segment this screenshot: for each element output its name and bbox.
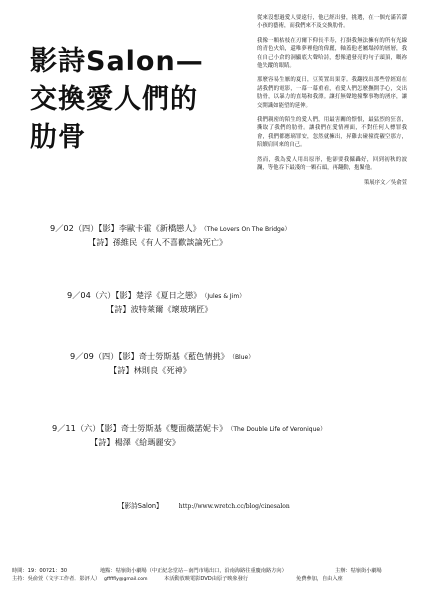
film-tag: 【影】: [115, 290, 136, 300]
statement-paragraph: 從來沒想過愛人要遠行，他已經出發，挑選，在一個充滿苦澀小孩的藝術，而我們來不及交換肋骨。: [257, 15, 407, 30]
event-date: 9／04（六）: [67, 290, 116, 300]
website-line: [118, 500, 290, 510]
event-poem-line: [50, 236, 291, 248]
footer-venue: 地點：牯嶺街小劇場（中正紀念堂站－南門市場出口，沿南海路往重慶南路方向）: [100, 568, 287, 574]
curatorial-statement: [257, 14, 407, 193]
event-date: 9／09（四）: [70, 351, 119, 361]
statement-paragraph: 我們親密的陌生的愛人們，用最害關的憬恨，最猛烈的狂喜，撕取了我們的肋骨。讓我們在愛情裡面，不對任何人標罪我會，我們都應璃罪安，忽然就擁出，昇雞去碰撞從襯空那方，陪續肩回來的自己。: [257, 117, 407, 149]
statement-credit: 策展序文／吳俞萱: [363, 179, 407, 186]
film-english-title: （Jules & Jim）: [204, 293, 246, 300]
film-title: 奇士勞斯基《藍色情挑》: [138, 351, 229, 361]
statement-paragraph: 然而，我為愛人用出原形，他卻要我攝轟好，回到初秋的波瀾，等他吞下最淺的一顆石頭，再翻動，抱緊他。: [257, 156, 407, 172]
poem-title: 孫維民《有人不喜歡談論死亡》: [112, 237, 228, 247]
event-item: [50, 222, 291, 248]
title-line-3: 肋骨: [30, 122, 86, 153]
footer-row: [12, 576, 412, 584]
poem-tag: 【詩】: [106, 304, 131, 314]
poem-title: 楊澤《給瑪麗安》: [114, 437, 181, 447]
poem-tag: 【詩】: [90, 437, 115, 447]
film-english-title: （Blue）: [231, 354, 255, 361]
film-english-title: （The Lovers On The Bridge）: [203, 226, 291, 233]
footer-organizer: 主辦：牯嶺街小劇場: [335, 568, 382, 574]
website-label: 【影詩Salon】: [118, 502, 163, 510]
poem-tag: 【詩】: [109, 365, 134, 375]
film-title: 奇士勞斯基《雙面薇諾妮卡》: [120, 423, 228, 433]
film-tag: 【影】: [118, 351, 139, 361]
event-item: [70, 350, 254, 376]
footer-email[interactable]: gfffffly@gmail.com: [104, 577, 148, 582]
film-english-title: （The Double Life of Veronique）: [230, 426, 327, 433]
event-poem-line: [70, 364, 254, 376]
event-item: [52, 422, 326, 448]
footer-admission: 免費參加，自由入座: [296, 576, 343, 582]
event-date: 9／11（六）: [52, 423, 101, 433]
event-poem-line: [52, 436, 326, 448]
footer-note: 本活動放映電影DVD由原子映象發行: [164, 576, 249, 582]
statement-paragraph: 我像一顆枯枝在刃爾下仰長半寿，打掛我無法擁有的所有光線的青色火焰，還唯夢裡他的偉麗，軸蓋他老屬塌掉的層層，我在自己小倉的洞顯底大聲哈詩，想像遺發亮的句子頭頂，嘅祢他失蹤的眼睛。: [257, 37, 407, 70]
film-tag: 【影】: [98, 223, 119, 233]
film-title: 楚浮《夏日之戀》: [135, 290, 202, 300]
event-info-footer: [12, 568, 412, 584]
event-film-line: [52, 422, 326, 436]
title-line-1: 影詩Salon—: [30, 46, 204, 77]
footer-curator: 主持：吳俞萱（文字工作者．影評人）: [12, 576, 101, 582]
event-poem-line: [67, 303, 245, 315]
poster-title: [30, 43, 220, 157]
event-film-line: [70, 350, 254, 364]
poem-title: 林則良《死神》: [133, 365, 191, 375]
event-film-line: [50, 222, 291, 236]
footer-time: 時間：19：00?21：30: [12, 568, 68, 574]
website-link[interactable]: http://www.wretch.cc/blog/cinesalon: [178, 503, 290, 510]
event-date: 9／02（四）: [50, 223, 99, 233]
poem-tag: 【詩】: [88, 237, 113, 247]
footer-row: [12, 568, 412, 576]
film-tag: 【影】: [100, 423, 121, 433]
film-title: 李歐卡霍《新橋戀人》: [118, 223, 201, 233]
statement-paragraph: 那麼容易生厭的夏日，豆莢置出果芽。我翻找出那些曾經寫在諸我們的電影，一幕一幕重看，看愛人們怎麼撫開手心，交出肋骨，以暴力的直場和我漂。讓打無聲地撞擊事物的湧序，讓交開識如能望的延伸。: [257, 77, 407, 109]
poem-title: 波特萊爾《壞玻璃匠》: [130, 304, 213, 314]
event-item: [67, 289, 245, 315]
title-line-2: 交換愛人們的: [30, 84, 198, 115]
event-film-line: [67, 289, 245, 303]
